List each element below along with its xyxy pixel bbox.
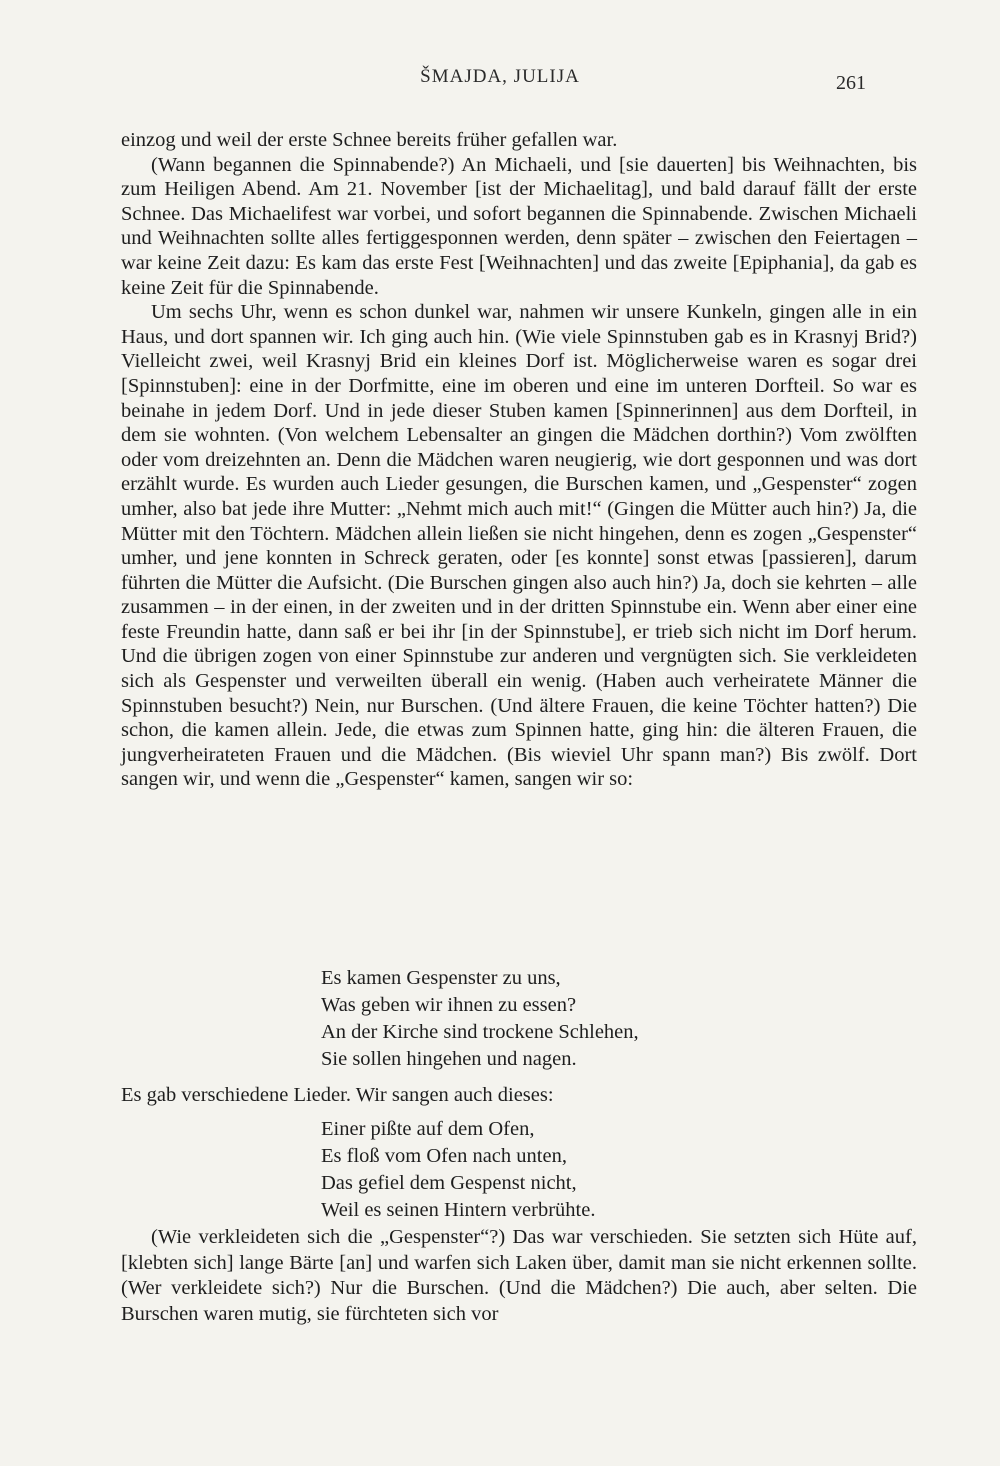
paragraph-verkleidung: (Wie verkleideten sich die „Gespenster“?) Das war verschieden. Sie setzten sich Hüte auf, [klebten sich] lange Bärte [an] und warfen sich Laken über, damit man sie nicht erkennen sollte. (Wer verkleidete sich?) Nur die Burschen. (Und die Mädchen?) Die auch, aber selten. Die Burschen waren mutig, sie fürchteten sich vor (121, 1226, 917, 1325)
verse-line: Was geben wir ihnen zu essen? (321, 994, 577, 1016)
song-verse-1 (321, 965, 881, 1073)
verse-line: Es floß vom Ofen nach unten, (321, 1145, 567, 1167)
paragraph-spinnabende: (Wann begannen die Spinnabende?) An Michaeli, und [sie dauerten] bis Weihnachten, bis zum Heiligen Abend. Am 21. November [ist der Michaelitag], und bald darauf fällt der erste Schnee. Das Michaelifest war vorbei, und sofort begannen die Spinnabende. Zwischen Michaeli und Weihnachten sollte alles fertiggesponnen werden, denn später – zwischen den Feiertagen – war keine Zeit dazu: Es kam das erste Fest [Weihnachten] und das zweite [Epiphania], da gab es keine Zeit für die Spinnabende. (121, 153, 917, 299)
verse-line: Sie sollen hingehen und nagen. (321, 1048, 577, 1070)
running-header (0, 66, 1000, 96)
verse-line: Einer pißte auf dem Ofen, (321, 1118, 535, 1140)
running-title: ŠMAJDA, JULIJA (420, 66, 580, 87)
paragraph-spinnstuben: Um sechs Uhr, wenn es schon dunkel war, nahmen wir unsere Kunkeln, gingen alle in ein Haus, und dort spannen wir. Ich ging auch hin. (Wie viele Spinnstuben gab es in Krasnyj Brid?) Vielleicht zwei, weil Krasnyj Brid ein kleines Dorf ist. Möglicherweise waren es sogar drei [Spinnstuben]: eine in der Dorfmitte, eine im oberen und eine im unteren Dorfteil. So war es beinahe in jedem Dorf. Und in jede dieser Stuben kamen [Spinnerinnen] aus dem Dorfteil, in dem sie wohnten. (Von welchem Lebensalter an gingen die Mädchen dorthin?) Vom zwölften oder vom dreizehnten an. Denn die Mädchen waren neugierig, wie dort gesponnen und was dort erzählt wurde. Es wurden auch Lieder gesungen, die Burschen kamen, und „Gespenster“ zogen umher, also bat jede ihre Mutter: „Nehmt mich auch mit!“ (Gingen die Mütter auch hin?) Ja, die Mütter mit den Töchtern. Mädchen allein ließen sie nicht hingehen, denn es zogen „Gespenster“ umher, und jene konnten in Schreck geraten, oder [es konnte] sonst etwas [passieren], darum führten die Mütter die Aufsicht. (Die Burschen gingen also auch hin?) Ja, doch sie kehrten – alle zusammen – in der einen, in der zweiten und in der dritten Spinnstube ein. Wenn aber einer eine feste Freundin hatte, dann saß er bei ihr [in der Spinnstube], er trieb sich nicht im Dorf herum. Und die übrigen zogen von einer Spinnstube zur anderen und vergnügten sich. Sie verkleideten sich als Gespenster und verweilten überall ein wenig. (Haben auch verheiratete Männer die Spinnstuben besucht?) Nein, nur Burschen. (Und ältere Frauen, die keine Töchter hatten?) Die schon, die kamen allein. Jede, die etwas zum Spinnen hatte, ging hin: die älteren Frauen, die jungverheirateten Frauen und die Mädchen. (Bis wieviel Uhr spann man?) Bis zwölf. Dort sangen wir, und wenn die „Gespenster“ kamen, sangen wir so: (121, 301, 917, 791)
page-number: 261 (836, 72, 866, 94)
song-verse-2 (321, 1116, 881, 1224)
final-text-block (121, 1225, 917, 1327)
between-verses-line: Es gab verschiedene Lieder. Wir sangen auch dieses: (121, 1084, 554, 1106)
verse-line: Es kamen Gespenster zu uns, (321, 967, 561, 989)
verse-line: Das gefiel dem Gespenst nicht, (321, 1172, 577, 1194)
main-text-block (121, 128, 917, 792)
paragraph-continuation: einzog und weil der erste Schnee bereits früher gefallen war. (121, 129, 618, 151)
verse-line: An der Kirche sind trockene Schlehen, (321, 1021, 639, 1043)
verse-line: Weil es seinen Hintern verbrühte. (321, 1199, 596, 1221)
